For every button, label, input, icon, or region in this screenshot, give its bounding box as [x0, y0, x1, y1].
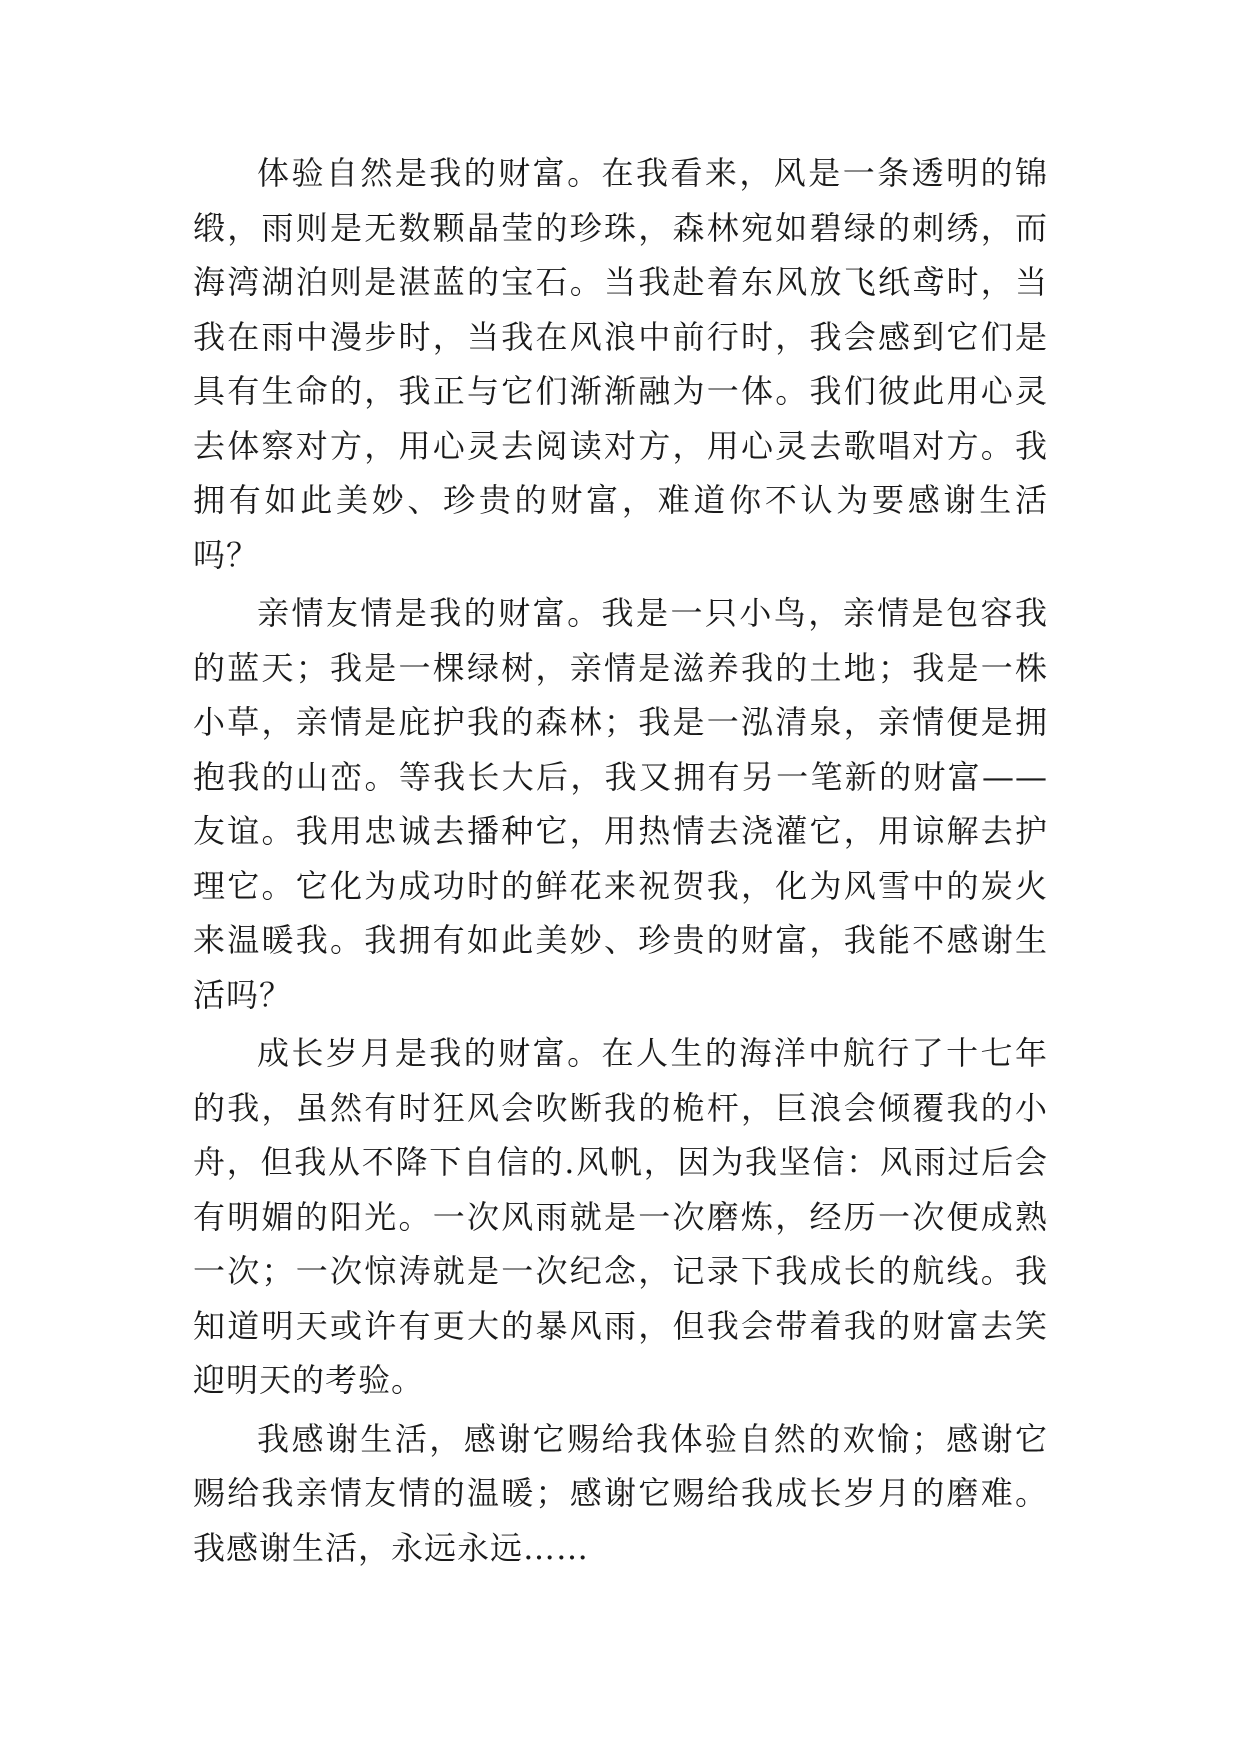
paragraph-growing-years: 成长岁月是我的财富。在人生的海洋中航行了十七年的我，虽然有时狂风会吹断我的桅杆，巨浪会倾覆我的小舟，但我从不降下自信的.风帆，因为我坚信：风雨过后会有明媚的阳光。一次风雨就是一次磨炼，经历一次便成熟一次；一次惊涛就是一次纪念，记录下我成长的航线。我知道明天或许有更大的暴风雨，但我会带着我的财富去笑迎明天的考验。 — [193, 1034, 1048, 1399]
document-body — [193, 146, 1048, 1579]
paragraph-gratitude: 我感谢生活，感谢它赐给我体验自然的欢愉；感谢它赐给我亲情友情的温暖；感谢它赐给我成长岁月的磨难。我感谢生活，永远永远…… — [193, 1419, 1048, 1567]
paragraph-nature: 体验自然是我的财富。在我看来，风是一条透明的锦缎，雨则是无数颗晶莹的珍珠，森林宛如碧绿的刺绣，而海湾湖泊则是湛蓝的宝石。当我赴着东风放飞纸鸢时，当我在雨中漫步时，当我在风浪中前行时，我会感到它们是具有生命的，我正与它们渐渐融为一体。我们彼此用心灵去体察对方，用心灵去阅读对方，用心灵去歌唱对方。我拥有如此美妙、珍贵的财富，难道你不认为要感谢生活吗？ — [193, 154, 1048, 574]
paragraph-family-friendship: 亲情友情是我的财富。我是一只小鸟，亲情是包容我的蓝天；我是一棵绿树，亲情是滋养我的土地；我是一株小草，亲情是庇护我的森林；我是一泓清泉，亲情便是拥抱我的山峦。等我长大后，我又拥有另一笔新的财富——友谊。我用忠诚去播种它，用热情去浇灌它，用谅解去护理它。它化为成功时的鲜花来祝贺我，化为风雪中的炭火来温暖我。我拥有如此美妙、珍贵的财富，我能不感谢生活吗？ — [193, 594, 1048, 1014]
